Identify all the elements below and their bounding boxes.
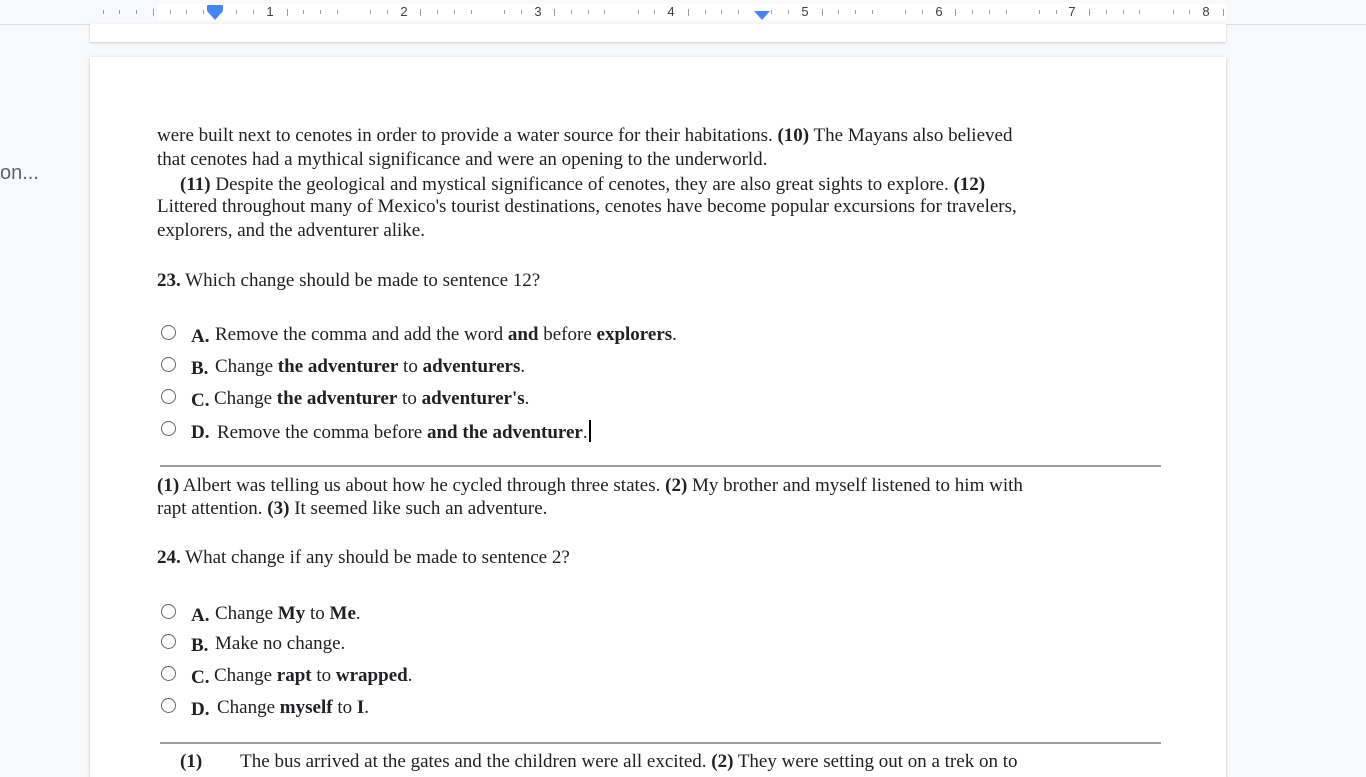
passage-text: Despite the geological and mystical significance of cenotes, they are also great sights to explore. — [210, 174, 954, 195]
option-letter: A. — [191, 326, 210, 347]
ruler-tick — [504, 10, 505, 14]
option-letter: D. — [191, 699, 210, 720]
question-number: 23. — [157, 270, 181, 291]
passage-text: The Mayans also believed — [809, 125, 1013, 146]
ruler-tick — [1089, 9, 1090, 16]
previous-page-bottom — [90, 24, 1226, 42]
ruler-tick — [955, 9, 956, 16]
ruler-tick — [136, 10, 137, 14]
ruler-tick — [1039, 10, 1040, 14]
option-text: Remove the comma before and the adventurer. — [217, 420, 591, 444]
passage-text: It seemed like such an adventure. — [289, 498, 548, 519]
sentence-number: (3) — [267, 498, 290, 519]
ruler-tick — [972, 10, 973, 14]
ruler-tick — [638, 10, 639, 14]
passage-text: rapt attention. — [157, 498, 268, 519]
horizontal-divider — [160, 465, 1161, 467]
ruler-number: 2 — [400, 4, 408, 19]
option-text: Change the adventurer to adventurers. — [215, 356, 526, 377]
ruler-tick — [454, 10, 455, 14]
option-text: Change rapt to wrapped. — [214, 665, 413, 686]
ruler-tick — [253, 10, 254, 14]
ruler-tick — [103, 10, 104, 14]
ruler-tick — [604, 10, 605, 14]
ruler-number: 4 — [667, 4, 675, 19]
ruler-tick — [1006, 10, 1007, 14]
question-text: Which change should be made to sentence 12? — [180, 270, 541, 291]
ruler-tick — [521, 10, 522, 14]
right-indent-marker[interactable] — [754, 11, 770, 20]
radio-button[interactable] — [161, 325, 176, 340]
ruler-tick — [119, 10, 120, 14]
option-letter: B. — [191, 358, 209, 379]
radio-button[interactable] — [161, 666, 176, 681]
radio-button[interactable] — [161, 604, 176, 619]
ruler-tick — [320, 10, 321, 14]
sentence-number: (11) — [180, 174, 211, 195]
ruler-tick — [688, 9, 689, 16]
ruler-tick — [872, 10, 873, 14]
ruler-tick — [370, 10, 371, 14]
sentence-number: (12) — [953, 174, 986, 195]
passage-line: that cenotes had a mythical significance and were an opening to the underworld. — [157, 149, 768, 170]
ruler-tick — [387, 10, 388, 14]
ruler-tick — [1056, 10, 1057, 14]
option-letter: B. — [191, 635, 209, 656]
option-letter: D. — [191, 422, 210, 443]
ruler-tick — [1223, 9, 1224, 16]
ruler-tick — [822, 9, 823, 16]
ruler-number: 8 — [1202, 4, 1210, 19]
ruler-tick — [705, 10, 706, 14]
ruler-tick — [1173, 10, 1174, 14]
ruler-number: 6 — [935, 4, 943, 19]
ruler-tick — [153, 9, 154, 16]
radio-button[interactable] — [161, 357, 176, 372]
ruler-tick — [554, 9, 555, 16]
question-23 — [157, 270, 540, 292]
option-letter: C. — [191, 667, 210, 688]
sentence-number: (1) — [180, 751, 203, 772]
passage-line — [157, 498, 547, 520]
question-number: 24. — [157, 547, 181, 568]
ruler-tick — [1139, 10, 1140, 14]
option-text: Change My to Me. — [215, 603, 361, 624]
ruler-number: 1 — [266, 4, 274, 19]
sentence-number: (10) — [777, 125, 810, 146]
ruler-tick — [170, 10, 171, 14]
option-text: Make no change. — [215, 633, 346, 654]
passage-line — [157, 125, 1012, 147]
ruler-tick — [905, 10, 906, 14]
ruler-number: 5 — [801, 4, 809, 19]
horizontal-ruler[interactable] — [0, 0, 1366, 25]
ruler-tick — [738, 10, 739, 14]
ruler-tick — [771, 10, 772, 14]
ruler-tick — [420, 9, 421, 16]
ruler-tick — [654, 10, 655, 14]
radio-button[interactable] — [161, 698, 176, 713]
ruler-tick — [838, 10, 839, 14]
outline-item[interactable]: on... — [0, 162, 39, 184]
document-page[interactable] — [90, 57, 1226, 777]
ruler-tick — [303, 10, 304, 14]
passage-line: explorers, and the adventurer alike. — [157, 220, 425, 241]
passage-text: Albert was telling us about how he cycled through three states. — [179, 475, 666, 496]
sentence-number: (2) — [711, 751, 734, 772]
ruler-active-zone — [158, 4, 1226, 20]
passage-line — [180, 174, 985, 196]
ruler-tick — [1106, 10, 1107, 14]
ruler-tick — [855, 10, 856, 14]
ruler-number: 3 — [534, 4, 542, 19]
ruler-tick — [989, 10, 990, 14]
radio-button[interactable] — [161, 389, 176, 404]
ruler-tick — [1123, 10, 1124, 14]
radio-button[interactable] — [161, 634, 176, 649]
passage-text: were built next to cenotes in order to provide a water source for their habitations. — [157, 125, 778, 146]
ruler-tick — [337, 10, 338, 14]
passage-text: They were setting out on a trek on to — [733, 751, 1018, 772]
ruler-number: 7 — [1068, 4, 1076, 19]
ruler-tick — [203, 10, 204, 14]
option-letter: C. — [191, 390, 210, 411]
ruler-tick — [471, 10, 472, 14]
option-text: Change myself to I. — [217, 697, 369, 718]
option-text: Remove the comma and add the word and before explorers. — [215, 324, 677, 345]
question-text: What change if any should be made to sentence 2? — [180, 547, 570, 568]
passage-line — [180, 751, 1017, 773]
sentence-number: (2) — [665, 475, 688, 496]
ruler-tick — [186, 10, 187, 14]
ruler-tick — [437, 10, 438, 14]
ruler-tick — [588, 10, 589, 14]
ruler-tick — [788, 10, 789, 14]
ruler-tick — [571, 10, 572, 14]
passage-text: My brother and myself listened to him with — [687, 475, 1023, 496]
passage-text: The bus arrived at the gates and the children were all excited. — [240, 751, 712, 772]
ruler-tick — [236, 10, 237, 14]
left-indent-marker[interactable] — [207, 11, 223, 20]
passage-line: Littered throughout many of Mexico's tourist destinations, cenotes have become popular excursions for travelers, — [157, 196, 1017, 217]
radio-button[interactable] — [161, 421, 176, 436]
option-letter: A. — [191, 605, 210, 626]
passage-line — [157, 475, 1023, 497]
ruler-tick — [922, 10, 923, 14]
question-24 — [157, 547, 570, 569]
sentence-number: (1) — [157, 475, 180, 496]
text-cursor — [589, 420, 591, 442]
option-text: Change the adventurer to adventurer's. — [214, 388, 530, 409]
ruler-tick — [1189, 10, 1190, 14]
ruler-tick — [721, 10, 722, 14]
horizontal-divider — [160, 742, 1161, 744]
ruler-tick — [287, 9, 288, 16]
